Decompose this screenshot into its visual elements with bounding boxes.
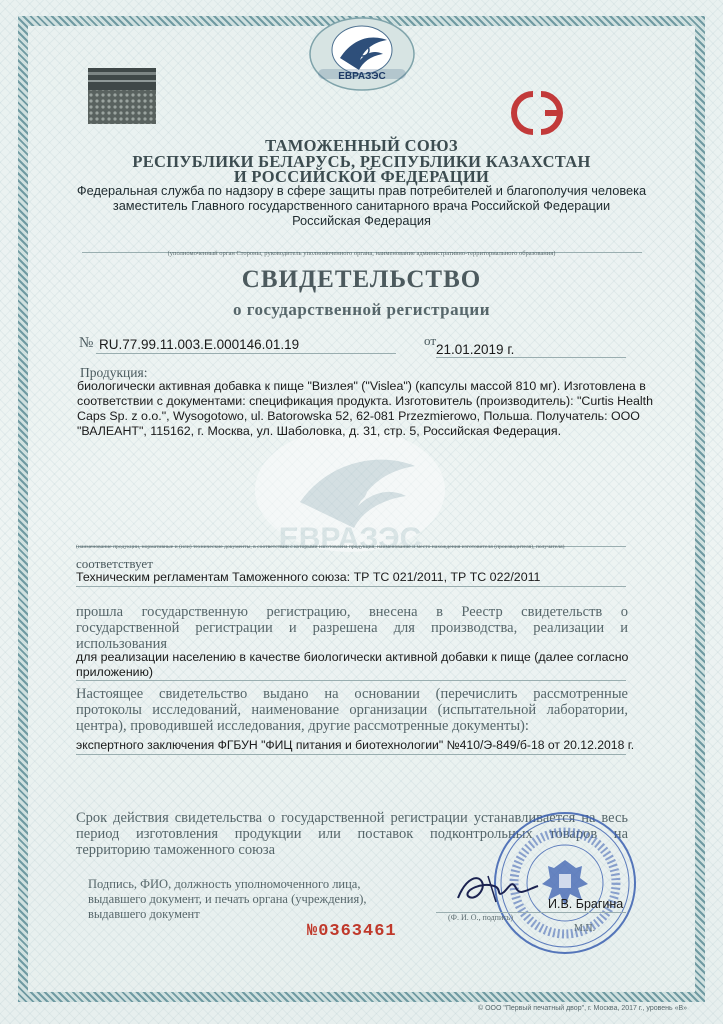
- signature-icon: [452, 868, 542, 908]
- registration-line-1: прошла государственную регистрацию, внесена в Реестр свидетельств о: [76, 604, 628, 620]
- authority-line-1: Федеральная служба по надзору в сфере защиты прав потребителей и благополучия человека: [76, 183, 647, 198]
- validity-line-2: период изготовления продукции или поставок подконтрольных товаров на: [76, 826, 628, 842]
- validity-line-1: Срок действия свидетельства о государственной регистрации устанавливается на весь: [76, 810, 628, 826]
- union-line-1: ТАМОЖЕННЫЙ СОЮЗ: [265, 136, 458, 155]
- watermark-name: ЕВРАЗЭС: [278, 522, 422, 555]
- authority-caption: (уполномоченный орган Стороны, руководитель уполномоченного органа, наименование административно-территориального образования): [167, 250, 556, 257]
- eurasec-emblem: [305, 16, 420, 96]
- registration-line-3: использования: [76, 636, 168, 652]
- product-line-1: биологически активная добавка к пище "Визлея" ("Vislea") (капсулы массой 810 мг). Изготовлена в: [77, 379, 646, 393]
- basis-line-1: Настоящее свидетельство выдано на основании (перечислить рассмотренные: [76, 686, 628, 702]
- product-line-2: соответствии с документами: спецификация продукта. Изготовитель (производитель): "Curtis Health: [77, 394, 653, 408]
- conformity-label: соответствует: [76, 556, 153, 571]
- conformity-value: Техническим регламентам Таможенного союза: ТР ТС 021/2011, ТР ТС 022/2011: [76, 570, 541, 584]
- printer-imprint: © ООО "Первый печатный двор", г. Москва, 2017 г., уровень «В»: [478, 1005, 688, 1012]
- validity-line-3: территорию таможенного союза: [76, 842, 276, 858]
- product-line-4: "ВАЛЕАНТ", 115162, г. Москва, ул. Шаболовка, д. 31, стр. 5, Российская Федерация.: [77, 424, 562, 438]
- number-label: №: [79, 335, 94, 351]
- hologram-strip: [88, 68, 156, 124]
- certificate-title: СВИДЕТЕЛЬСТВО: [241, 266, 482, 293]
- registration-number: RU.77.99.11.003.E.000146.01.19: [99, 337, 300, 352]
- stamp-place-label: М.П.: [574, 923, 596, 934]
- authority-line-2: заместитель Главного государственного санитарного врача Российской Федерации: [112, 198, 611, 213]
- handwritten-signature: [452, 868, 542, 908]
- emblem-name: ЕВРАЗЭС: [338, 71, 386, 82]
- registration-date: 21.01.2019 г.: [436, 342, 515, 357]
- eurasec-emblem-icon: [305, 16, 420, 96]
- basis-value: экспертного заключения ФГБУН "ФИЦ питания и биотехнологии" №410/Э-849/б-18 от 20.12.2018 г.: [76, 738, 635, 752]
- registration-line-2: государственной регистрации и разрешена для производства, реализации и: [76, 620, 628, 636]
- signature-label-1: Подпись, ФИО, должность уполномоченного лица,: [88, 877, 361, 891]
- basis-line-2: протоколы исследований, наименование организации (испытательной лаборатории,: [76, 702, 628, 718]
- product-line-3: Caps Sp. z o.o.", Wysogotowo, ul. Batorowska 52, 62-081 Przezmierowo, Польша. Получатель: ООО: [77, 409, 640, 423]
- signature-label-3: выдавшего документ: [88, 907, 200, 921]
- serial-number: №0363461: [307, 922, 397, 941]
- signer-name: И.В. Брагина: [548, 897, 624, 911]
- product-label: Продукция:: [80, 365, 148, 380]
- certificate-subtitle: о государственной регистрации: [232, 300, 491, 319]
- registration-value-1: для реализации населению в качестве биологически активной добавки к пище (далее согласно: [76, 650, 629, 664]
- conformity-mark: [505, 88, 573, 138]
- basis-line-3: центра), проводившей исследования, другие рассмотренные документы):: [76, 718, 529, 734]
- signer-caption: (Ф. И. О., подпись): [448, 913, 514, 922]
- registration-value-2: приложению): [76, 665, 154, 679]
- date-label: от: [424, 333, 437, 348]
- authority-line-3: Российская Федерация: [292, 213, 431, 228]
- union-line-3: И РОССИЙСКОЙ ФЕДЕРАЦИИ: [233, 167, 490, 186]
- product-caption: (наименование продукции, нормативные и (или) технические документы, в соответствии с которыми изготовлена продукция, наименование и место нахождения изготовителя (производителя), получателя): [76, 544, 565, 550]
- union-line-2: РЕСПУБЛИКИ БЕЛАРУСЬ, РЕСПУБЛИКИ КАЗАХСТАН: [132, 152, 591, 171]
- signature-label-2: выдавшего документ, и печать органа (учреждения),: [88, 892, 367, 906]
- ce-conformity-mark-icon: [505, 88, 573, 138]
